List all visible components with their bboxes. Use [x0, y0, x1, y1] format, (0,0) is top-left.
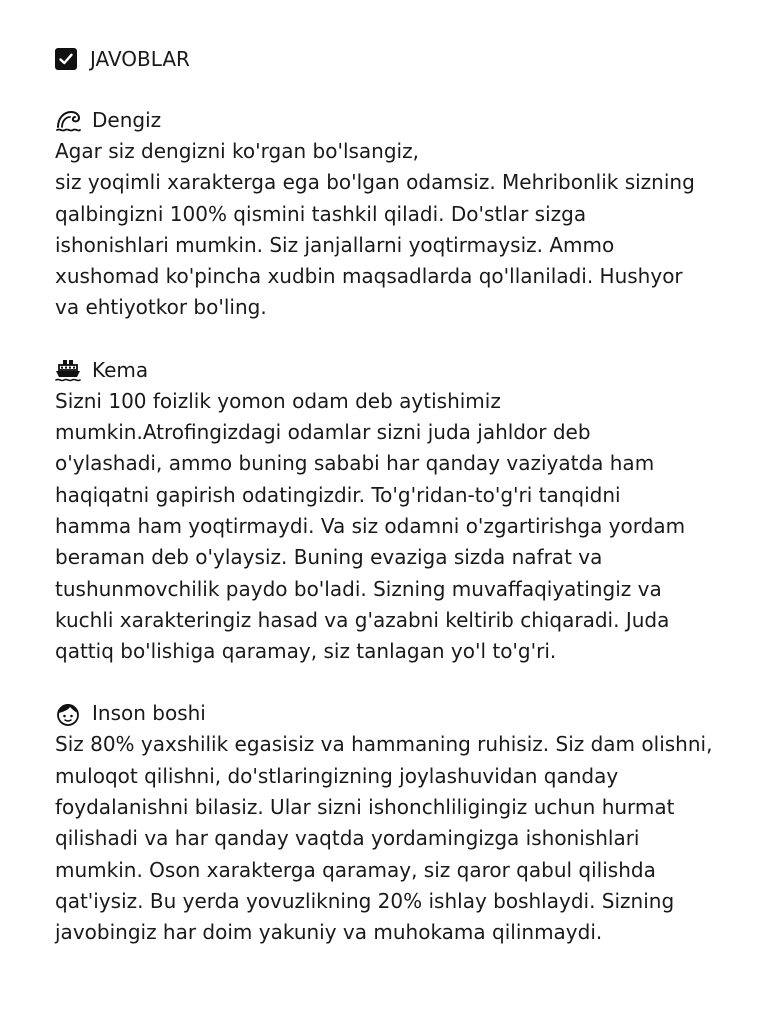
section-heading: Dengiz [92, 108, 162, 132]
section-heading: Inson boshi [92, 701, 206, 726]
section-ship [55, 355, 728, 668]
section-text: Siz 80% yaxshilik egasisiz va hammaning ruhisiz. Siz dam olishni, muloqot qilishni, do'stlaringizning joylashuvidan qanday foydalanishni bilasiz. Ular sizni ishonchliligingiz uchun hurmat qilishadi va har qanday vaqtda yordamingizga ishonishlari mumkin. Oson xarakterga qaramay, siz qaror qabul qilishda qat'iysiz. Bu yerda yovuzlikning 20% ishlay boshlaydi. Sizning javobingiz har doim yakuniy va muhokama qilinmaydi. [55, 732, 713, 945]
section-heading: Kema [92, 357, 149, 382]
face-icon [55, 701, 81, 727]
section-sea [55, 105, 728, 324]
page-title: JAVOBLAR [90, 46, 190, 71]
ship-icon [55, 357, 81, 383]
section-heading-row [55, 355, 728, 386]
section-heading-row [55, 105, 728, 136]
section-text: Sizni 100 foizlik yomon odam deb aytishimiz mumkin.Atrofingizdagi odamlar sizni juda jahldor deb o'ylashadi, ammo buning sababi har qanday vaziyatda ham haqiqatni gapirish odatingizdir. To'g'ridan-to'g'ri tanqidni hamma ham yoqtirmaydi. Va siz odamni o'zgartirishga yordam beraman deb o'ylaysiz. Buning evaziga sizda nafrat va tushunmovchilik paydo bo'ladi. Sizning muvaffaqiyatingiz va kuchli xarakteringiz hasad va g'azabni keltirib chiqaradi. Juda qattiq bo'lishiga qaramay, siz tanlagan yo'l to'g'ri. [55, 388, 686, 664]
wave-icon [55, 108, 81, 134]
check-box-icon [55, 48, 77, 70]
section-text: Agar siz dengizni ko'rgan bo'lsangiz, siz yoqimli xarakterga ega bo'lgan odamsiz. Mehribonlik sizning qalbingizni 100% qismini tashkil qiladi. Do'stlar sizga ishonishlari mumkin. Siz janjallarni yoqtirmaysiz. Ammo xushomad ko'pincha xudbin maqsadlarda qo'llaniladi. Hushyor va ehtiyotkor bo'ling. [55, 139, 695, 320]
section-human-head [55, 698, 728, 948]
answers-title-row [55, 44, 728, 74]
section-heading-row [55, 698, 728, 729]
